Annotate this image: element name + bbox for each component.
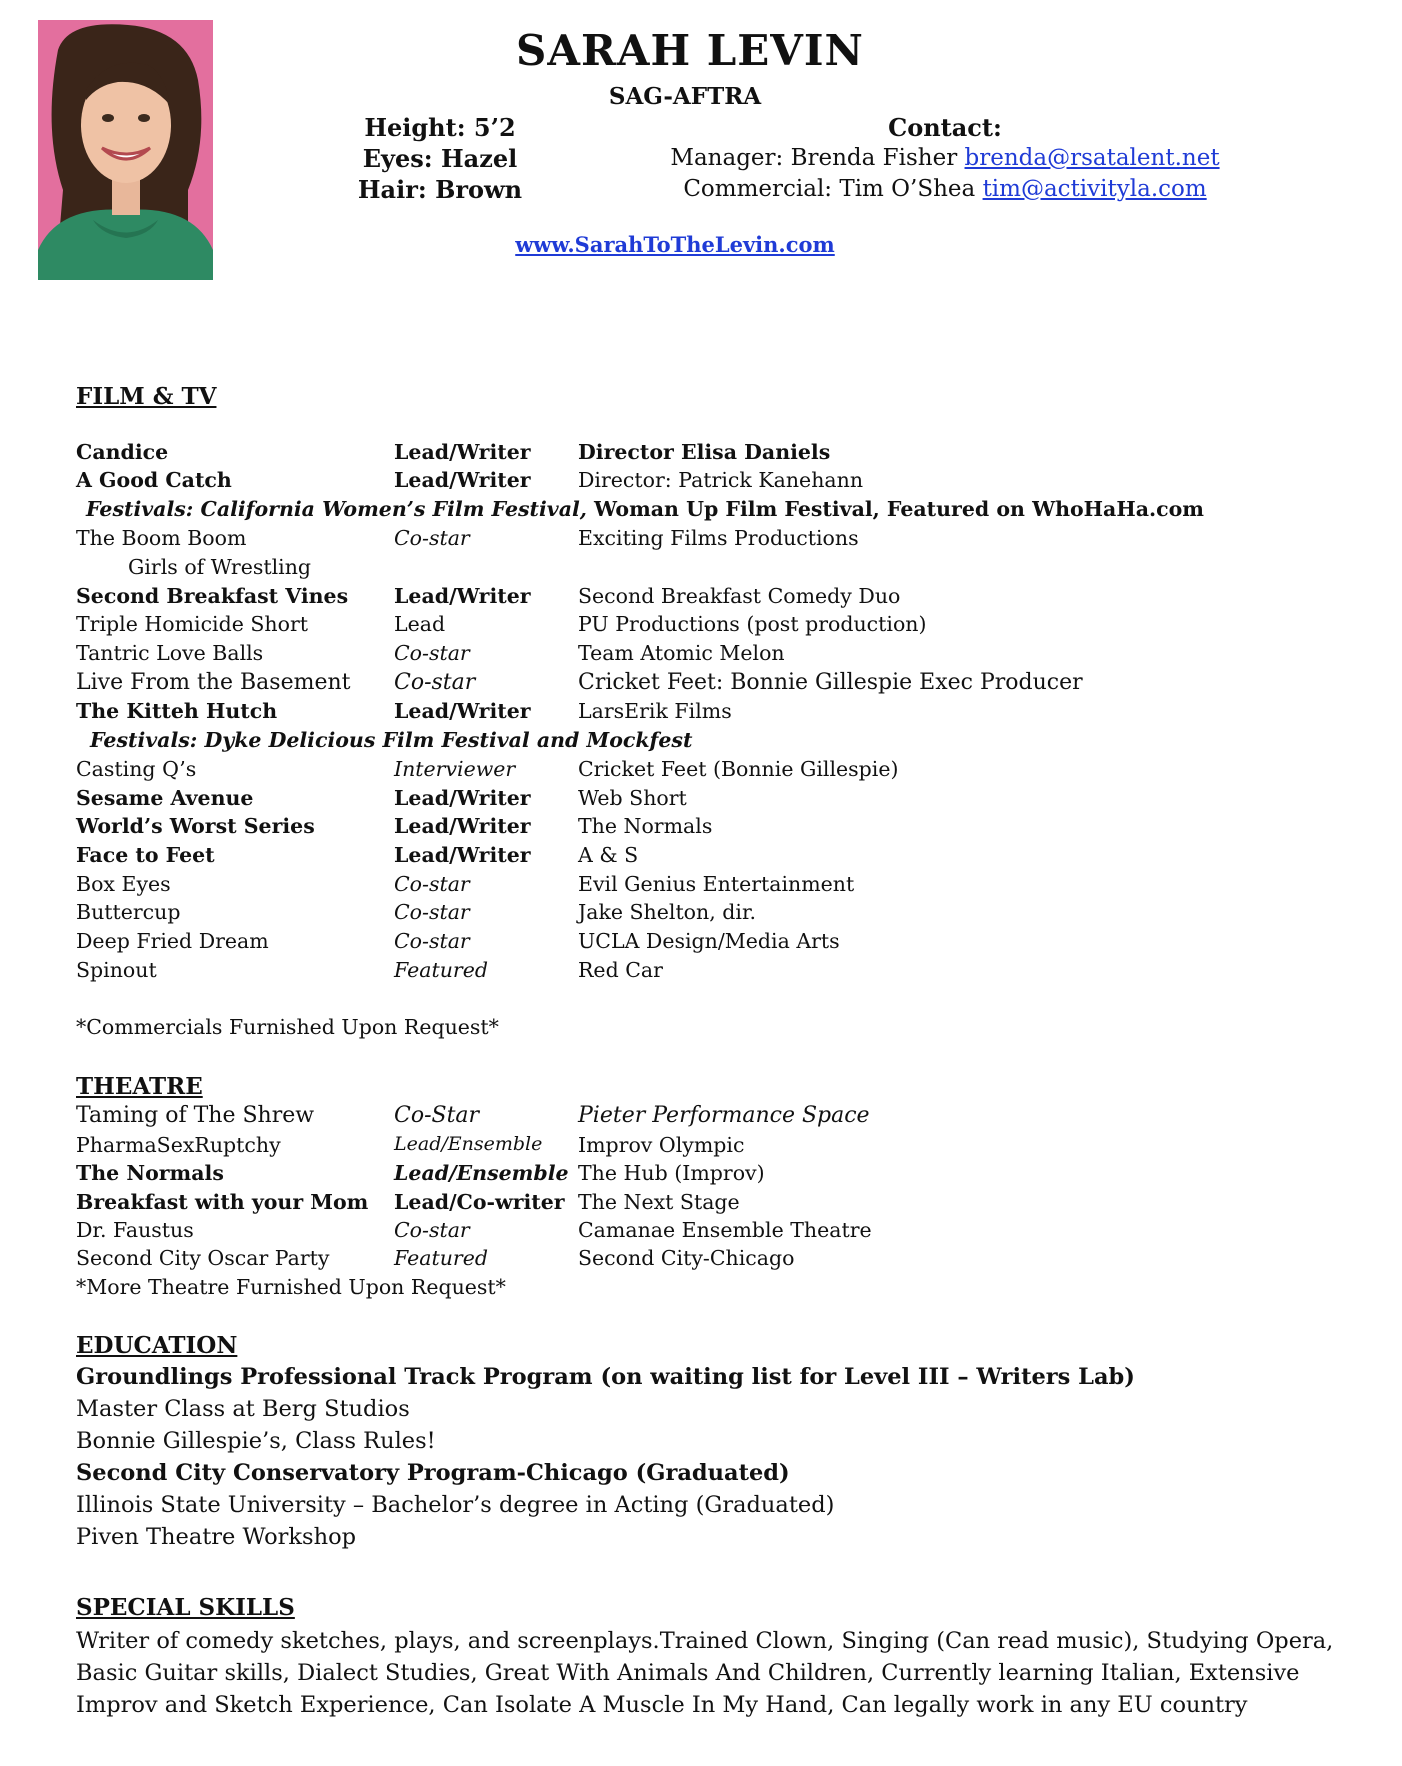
credit-row (76, 440, 1076, 468)
credit-role: Interviewer (394, 757, 516, 781)
credit-company: Exciting Films Productions (578, 526, 859, 550)
contact-label: Contact: (888, 113, 1002, 142)
union-affiliation: SAG-AFTRA (608, 83, 762, 110)
education-item: Groundlings Professional Track Program (on waiting list for Level III – Writers Lab) (76, 1364, 1135, 1390)
credit-row (76, 1246, 1076, 1274)
credit-role: Lead/Writer (394, 699, 531, 723)
credit-role: Lead/Writer (394, 843, 531, 867)
credit-title: Second City Oscar Party (76, 1246, 330, 1270)
credit-role: Lead/Co-writer (394, 1190, 565, 1214)
credit-role: Lead/Writer (394, 786, 531, 810)
hair-stat: Hair: Brown (357, 175, 523, 204)
height-stat: Height: 5’2 (364, 113, 516, 142)
credit-company: Second Breakfast Comedy Duo (578, 584, 901, 608)
credit-role: Featured (394, 1246, 488, 1270)
credit-row (76, 641, 1076, 669)
credit-row (76, 468, 1076, 496)
education-heading: EDUCATION (76, 1332, 238, 1359)
website-link[interactable]: www.SarahToTheLevin.com (515, 232, 835, 257)
credit-title: Girls of Wrestling (128, 555, 312, 579)
credit-company: Pieter Performance Space (578, 1103, 870, 1128)
education-item: Bonnie Gillespie’s, Class Rules! (76, 1428, 436, 1454)
credit-title: The Boom Boom (76, 526, 247, 550)
credit-row (76, 900, 1076, 928)
credit-row (76, 1103, 1076, 1131)
credit-row (76, 1190, 1076, 1218)
credit-row (76, 699, 1076, 727)
credit-company: Team Atomic Melon (578, 641, 785, 665)
credit-company: Red Car (578, 958, 663, 982)
credit-role: Co-star (394, 929, 470, 953)
credit-title: A Good Catch (76, 468, 232, 492)
credit-row (76, 526, 1076, 554)
credit-title: The Kitteh Hutch (76, 699, 278, 723)
physical-stats (340, 112, 540, 205)
credit-title: Face to Feet (76, 843, 215, 867)
website-line (0, 232, 1350, 257)
credit-company: PU Productions (post production) (578, 612, 927, 636)
commercial-line (640, 174, 1250, 205)
credit-company: Cricket Feet: Bonnie Gillespie Exec Producer (578, 670, 1083, 695)
credit-row (76, 786, 1076, 814)
credit-company: The Hub (Improv) (578, 1161, 765, 1185)
festival-note-2: Festivals: Dyke Delicious Film Festival and Mockfest (90, 728, 693, 752)
credit-title: PharmaSexRuptchy (76, 1133, 281, 1157)
credit-row (76, 1161, 1076, 1189)
credit-title: Buttercup (76, 900, 181, 924)
commercials-note: *Commercials Furnished Upon Request* (76, 1015, 499, 1039)
credit-company: Camanae Ensemble Theatre (578, 1218, 872, 1242)
actor-name: SARAH LEVIN (516, 26, 864, 75)
credit-company: Director: Patrick Kanehann (578, 468, 864, 492)
credit-company: Web Short (578, 786, 687, 810)
credit-company: Evil Genius Entertainment (578, 872, 855, 896)
credit-role: Co-Star (394, 1103, 480, 1128)
credit-title: Box Eyes (76, 872, 171, 896)
credit-title: Spinout (76, 958, 157, 982)
theatre-note: *More Theatre Furnished Upon Request* (76, 1275, 506, 1299)
credit-company: UCLA Design/Media Arts (578, 929, 840, 953)
credit-row (76, 843, 1076, 871)
credit-role: Lead/Writer (394, 814, 531, 838)
credit-row (76, 757, 1076, 785)
credit-title: Casting Q’s (76, 757, 197, 781)
credit-row (76, 612, 1076, 640)
credit-role: Lead/Writer (394, 468, 531, 492)
special-skills-text: Writer of comedy sketches, plays, and screenplays.Trained Clown, Singing (Can read music), Studying Opera, Basic Guitar skills, Dialect Studies, Great With Animals And Children, Currently learning Italian, Extensive Improv and Sketch Experience, Can Isolate A Muscle In My Hand, Can legally work in any EU country (76, 1628, 1334, 1718)
commercial-email-link[interactable]: tim@activityla.com (982, 176, 1207, 202)
theatre-heading: THEATRE (76, 1073, 203, 1100)
credit-company: Improv Olympic (578, 1133, 745, 1157)
credit-company: Jake Shelton, dir. (578, 900, 757, 924)
manager-line (640, 143, 1250, 174)
credit-role: Co-star (394, 670, 476, 695)
credit-company: Second City-Chicago (578, 1246, 795, 1270)
credit-role: Co-star (394, 900, 470, 924)
credit-title: Breakfast with your Mom (76, 1190, 369, 1214)
credit-row (76, 929, 1076, 957)
credit-company: The Next Stage (578, 1190, 740, 1214)
credit-row (76, 670, 1083, 698)
special-skills-heading: SPECIAL SKILLS (76, 1594, 295, 1621)
credit-row (76, 1218, 1076, 1246)
credit-title: World’s Worst Series (76, 814, 315, 838)
credit-company: Cricket Feet (Bonnie Gillespie) (578, 757, 899, 781)
eyes-stat: Eyes: Hazel (362, 144, 518, 173)
credit-role: Featured (394, 958, 488, 982)
credit-role: Co-star (394, 872, 470, 896)
credit-company: The Normals (578, 814, 713, 838)
credit-role: Lead/Ensemble (394, 1161, 569, 1185)
credit-row (76, 958, 1076, 986)
credit-title: Live From the Basement (76, 670, 351, 695)
credit-company: A & S (578, 843, 639, 867)
education-item: Second City Conservatory Program-Chicago (Graduated) (76, 1460, 790, 1486)
credit-row (76, 1133, 1076, 1161)
credit-role: Lead/Writer (394, 584, 531, 608)
manager-label: Manager: Brenda Fisher (670, 145, 965, 171)
credit-role: Co-star (394, 1218, 470, 1242)
credit-title: Sesame Avenue (76, 786, 254, 810)
education-item: Illinois State University – Bachelor’s degree in Acting (Graduated) (76, 1492, 835, 1518)
credit-title: Candice (76, 440, 169, 464)
credit-company: LarsErik Films (578, 699, 732, 723)
credit-role: Lead (394, 612, 446, 636)
credit-role: Co-star (394, 641, 470, 665)
credit-company: Director Elisa Daniels (578, 440, 831, 464)
credit-title: Dr. Faustus (76, 1218, 194, 1242)
credit-row (76, 872, 1076, 900)
credit-role: Lead/Writer (394, 440, 531, 464)
credit-row (76, 555, 1076, 583)
festival-note-1 (86, 497, 1204, 521)
credit-role: Co-star (394, 526, 470, 550)
education-item: Piven Theatre Workshop (76, 1524, 357, 1550)
credit-title: Deep Fried Dream (76, 929, 269, 953)
contact-block (640, 112, 1250, 205)
credit-title: The Normals (76, 1161, 224, 1185)
credit-title: Taming of The Shrew (76, 1103, 315, 1128)
education-item: Master Class at Berg Studios (76, 1396, 410, 1422)
credit-row (76, 814, 1076, 842)
festival-note-1a: Festivals: California Women’s Film Festival, (86, 497, 595, 521)
commercial-label: Commercial: Tim O’Shea (683, 176, 983, 202)
festival-note-1b: Woman Up Film Festival, Featured on WhoHaHa.com (594, 497, 1204, 521)
manager-email-link[interactable]: brenda@rsatalent.net (964, 145, 1220, 171)
credit-title: Second Breakfast Vines (76, 584, 349, 608)
credit-title: Tantric Love Balls (76, 641, 264, 665)
credit-role: Lead/Ensemble (394, 1133, 543, 1155)
credit-row (76, 584, 1076, 612)
credit-title: Triple Homicide Short (76, 612, 309, 636)
film-tv-heading: FILM & TV (76, 383, 217, 410)
